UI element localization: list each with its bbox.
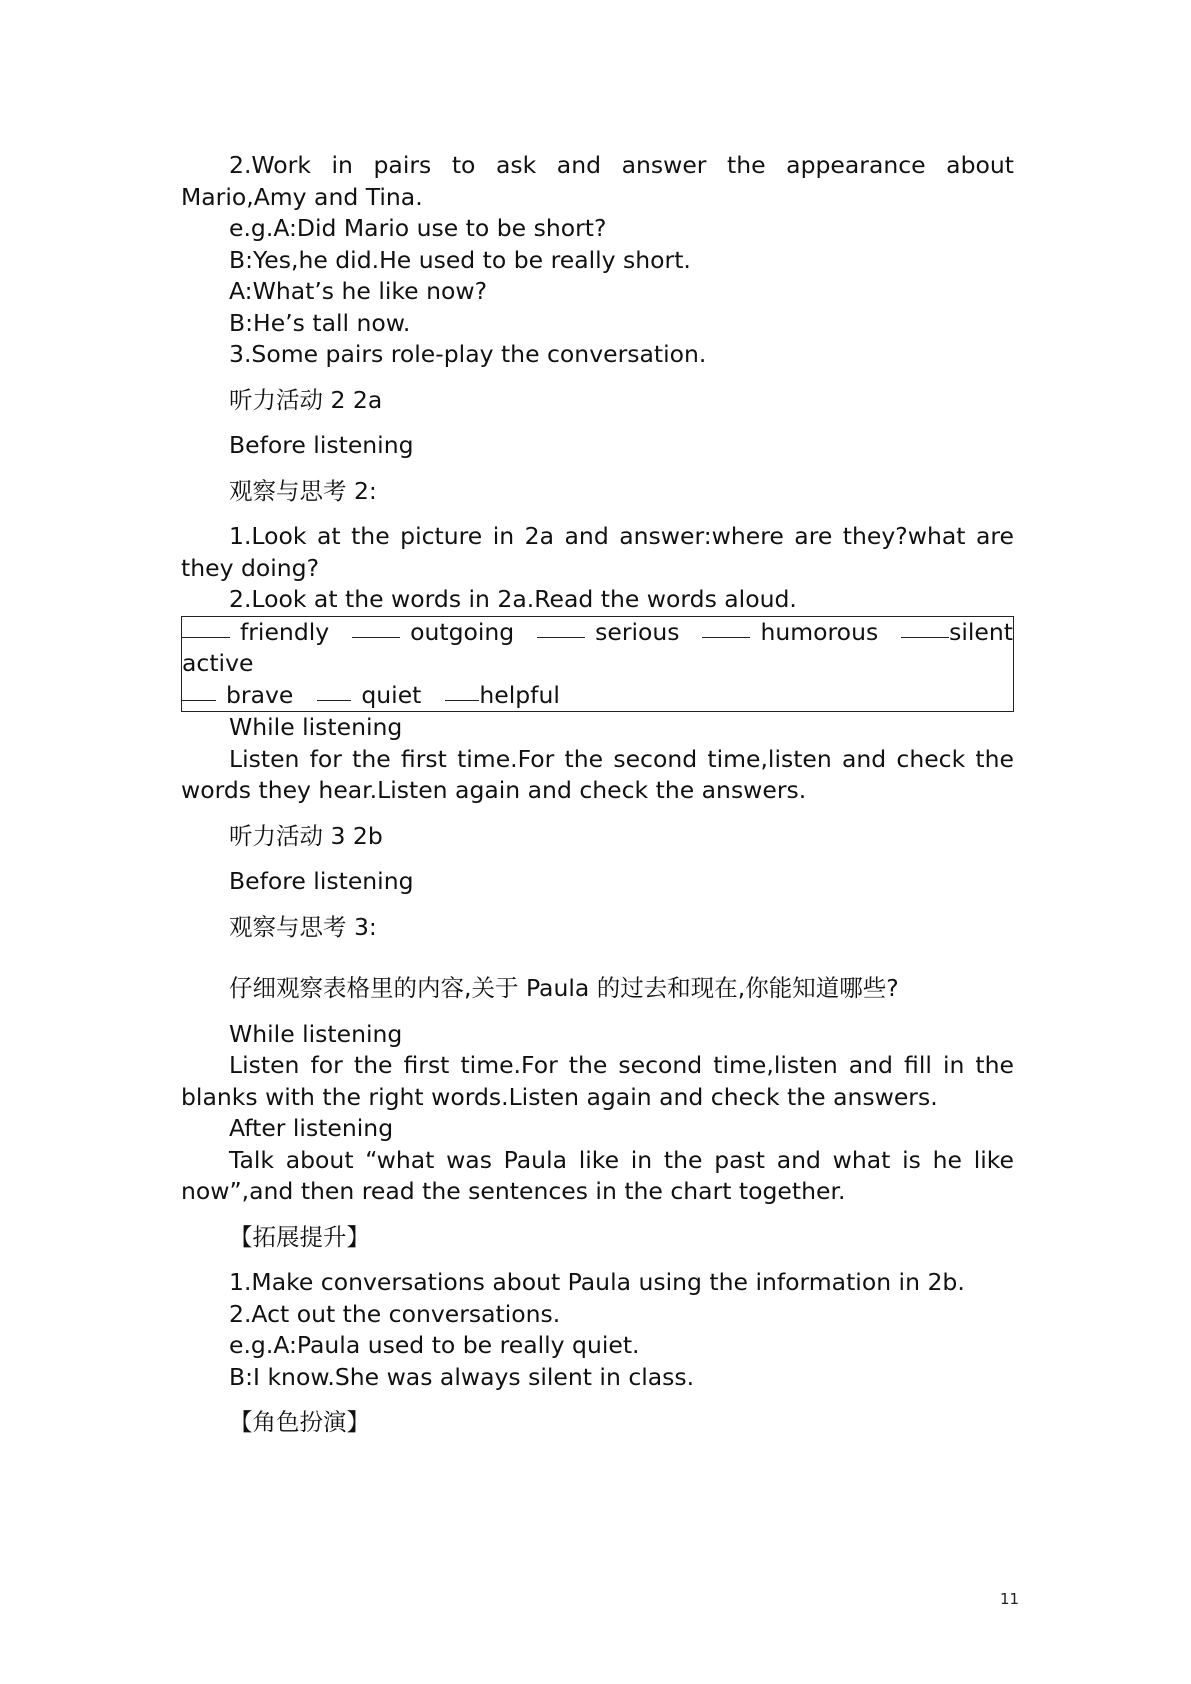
extension-heading: 【拓展提升】 [229, 1222, 370, 1251]
roleplay-heading: 【角色扮演】 [229, 1408, 370, 1436]
activity-3-after-listening-text: Talk about “what was Paula like in the past and what is he like now”,and then read the sentences in the chart together. [181, 1145, 1014, 1205]
word-item: quiet [317, 680, 421, 712]
extension-item-2: 2.Act out the conversations. [229, 1299, 561, 1328]
answer-blank[interactable] [182, 637, 230, 638]
word-item: serious [537, 617, 679, 649]
activity-3-while-listening-text: Listen for the first time.For the second time,listen and fill in the blanks with the right words.Listen again and check the answers. [181, 1051, 1014, 1111]
answer-blank[interactable] [182, 700, 216, 701]
example-answer-1: B:Yes,he did.He used to be really short. [229, 245, 691, 274]
answer-blank[interactable] [537, 637, 585, 638]
activity-2-before-listening: Before listening [229, 431, 414, 459]
activity-3-before-listening: Before listening [229, 867, 414, 895]
word-bank-row-1 [182, 617, 1013, 649]
activity-3-observe-heading: 观察与思考 3: [229, 912, 377, 941]
word-item: friendly [182, 617, 329, 649]
activity-2-heading: 听力活动 2 2a [229, 385, 383, 414]
activity-3-after-listening: After listening [229, 1114, 394, 1142]
page-number: 11 [1000, 1590, 1020, 1608]
task-3-instruction: 3.Some pairs role-play the conversation. [229, 340, 707, 368]
activity-2-while-listening: While listening [229, 713, 403, 741]
answer-blank[interactable] [352, 637, 400, 638]
activity-3-question: 仔细观察表格里的内容,关于 Paula 的过去和现在,你能知道哪些? [229, 974, 899, 1002]
activity-3-while-listening: While listening [229, 1019, 403, 1048]
example-answer-2: B:He’s tall now. [229, 308, 411, 337]
answer-blank[interactable] [317, 700, 351, 701]
word-bank-row-2 [182, 680, 1013, 712]
extension-example-b: B:I know.She was always silent in class. [229, 1362, 695, 1391]
word-item: brave [182, 680, 293, 712]
activity-2-question-2: 2.Look at the words in 2a.Read the words aloud. [229, 585, 797, 613]
word-bank-row-1-tail: active [182, 649, 254, 677]
activity-3-heading: 听力活动 3 2b [229, 821, 383, 850]
word-item: silent [901, 617, 1013, 649]
document-page [181, 150, 1014, 1439]
word-item: outgoing [352, 617, 514, 649]
task-2-instruction: 2.Work in pairs to ask and answer the appearance about Mario,Amy and Tina. [181, 151, 1014, 211]
word-bank-box [181, 616, 1014, 713]
extension-item-1: 1.Make conversations about Paula using the information in 2b. [229, 1268, 965, 1296]
activity-2-while-listening-text: Listen for the first time.For the second time,listen and check the words they hear.Listen again and check the answers. [181, 744, 1014, 804]
activity-2-question-1: 1.Look at the picture in 2a and answer:where are they?what are they doing? [181, 522, 1014, 582]
activity-2-observe-heading: 观察与思考 2: [229, 476, 377, 505]
word-item: helpful [445, 680, 560, 712]
extension-example-a: e.g.A:Paula used to be really quiet. [229, 1331, 640, 1359]
word-item: humorous [702, 617, 878, 649]
example-question-2: A:What’s he like now? [229, 277, 488, 305]
example-question-1: e.g.A:Did Mario use to be short? [229, 214, 607, 242]
answer-blank[interactable] [901, 637, 949, 638]
answer-blank[interactable] [445, 700, 479, 701]
answer-blank[interactable] [702, 637, 750, 638]
